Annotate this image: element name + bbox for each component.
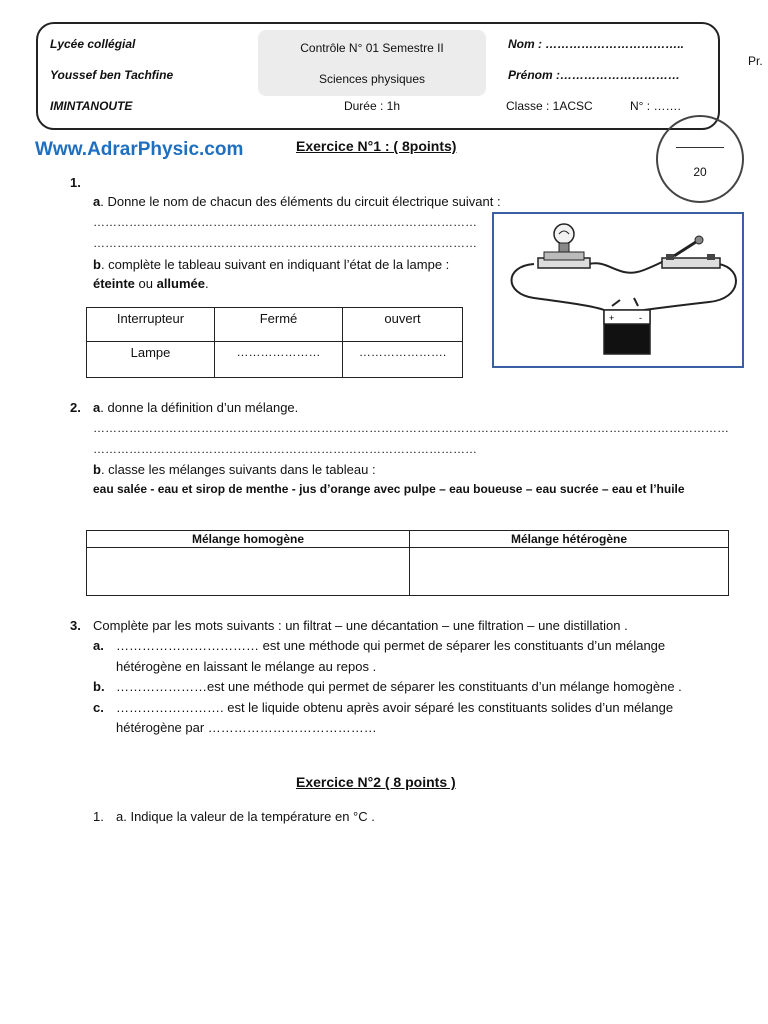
q1a-letter: a [93, 194, 101, 209]
q1b-options [93, 276, 209, 291]
school-line-2: Youssef ben Tachfine [50, 68, 174, 82]
cell-answer-ouvert[interactable]: …………………. [343, 342, 463, 378]
mixture-table [86, 530, 729, 596]
score-circle [656, 115, 744, 203]
circuit-diagram [494, 214, 742, 366]
switch-icon [662, 236, 720, 268]
battery-plus: + [609, 313, 615, 323]
class-label: Classe : 1ACSC [506, 99, 593, 113]
lamp-state-table [86, 307, 463, 378]
q3a-letter: a. [93, 638, 104, 653]
q3a-line2: hétérogène en laissant le mélange au repos . [116, 659, 377, 674]
q1b-text: . complète le tableau suivant en indiquant l’état de la lampe : [100, 257, 450, 272]
q2a-line [93, 400, 298, 415]
q2b-line [93, 462, 376, 477]
q2b-text: . classe les mélanges suivants dans le tableau : [100, 462, 376, 477]
school-line-3: IMINTANOUTE [50, 99, 133, 113]
firstname-field[interactable]: Prénom :………………………… [508, 68, 681, 82]
wire-left [512, 264, 605, 310]
lamp-icon [538, 224, 590, 268]
ex2-q1-number: 1. [93, 809, 104, 824]
q3c-letter: c. [93, 700, 104, 715]
answer-dots-4[interactable]: …………………………………………………………………………………… [93, 442, 477, 456]
subject: Sciences physiques [318, 72, 426, 86]
score-total: 20 [693, 165, 707, 179]
cell-lampe: Lampe [87, 342, 215, 378]
q3-instruction: Complète par les mots suivants : un filtrat – une décantation – une filtration – une distillation . [93, 618, 628, 633]
q3c-line2: hétérogène par ………………………………… [116, 720, 377, 735]
q1b-line [93, 257, 449, 272]
q1a-line [93, 194, 501, 209]
battery-minus: - [639, 313, 642, 323]
wire-middle [589, 262, 662, 273]
corner-text: Pr. [748, 54, 763, 68]
q2a-letter: a [93, 400, 101, 415]
q3a-line1: …………………………… est une méthode qui permet de séparer les constituants d’un mélange [116, 638, 666, 653]
q1a-text: . Donne le nom de chacun des éléments du circuit électrique suivant : [100, 194, 501, 209]
wire-right [644, 264, 736, 310]
cell-answer-ferme[interactable]: ………………… [215, 342, 343, 378]
mixtures-list: eau salée - eau et sirop de menthe - jus d’orange avec pulpe – eau boueuse – eau sucrée – eau et l’huile [93, 482, 685, 496]
answer-dots-3[interactable]: …………………………………………………………………………………………………………………………………………… [93, 421, 729, 435]
ex2-q1-text: a. Indique la valeur de la température en °C . [116, 809, 375, 824]
exercise-1-title: Exercice N°1 : ( 8points) [296, 138, 457, 154]
q2-number: 2. [70, 400, 81, 415]
cell-ferme: Fermé [215, 308, 343, 342]
q3b-line1: …………………est une méthode qui permet de séparer les constituants d’un mélange homogène . [116, 679, 682, 694]
q1-number: 1. [70, 175, 81, 190]
school-line-1: Lycée collégial [50, 37, 136, 51]
header-heterogene: Mélange hétérogène [410, 531, 729, 548]
brand-link[interactable]: Www.AdrarPhysic.com [35, 139, 244, 160]
name-field[interactable]: Nom : …………………………….. [508, 37, 684, 51]
cell-heterogene-answer[interactable] [410, 548, 729, 596]
word-or: ou [134, 276, 157, 291]
cell-interrupteur: Interrupteur [87, 308, 215, 342]
q3c-line1: ……………………. est le liquide obtenu après avoir séparé les constituants solides d’un mélange [116, 700, 674, 715]
q1b-letter: b [93, 257, 101, 272]
header-homogene: Mélange homogène [87, 531, 410, 548]
answer-dots-1[interactable]: …………………………………………………………………………………… [93, 215, 477, 229]
cell-ouvert: ouvert [343, 308, 463, 342]
duration: Durée : 1h [343, 99, 401, 113]
header-center-panel [258, 30, 486, 96]
exercise-2-title: Exercice N°2 ( 8 points ) [296, 774, 456, 790]
word-allumee: allumée [156, 276, 206, 291]
number-field[interactable]: N° : ……. [630, 99, 681, 113]
q3b-letter: b. [93, 679, 105, 694]
answer-dots-2[interactable]: …………………………………………………………………………………… [93, 236, 477, 250]
word-eteinte: éteinte [93, 276, 135, 291]
q3-number: 3. [70, 618, 81, 633]
score-line [676, 147, 724, 148]
exam-title: Contrôle N° 01 Semestre II [300, 41, 444, 55]
q2a-text: . donne la définition d’un mélange. [100, 400, 299, 415]
battery-icon [604, 298, 650, 354]
q2b-letter: b [93, 462, 101, 477]
circuit-figure [492, 212, 744, 368]
cell-homogene-answer[interactable] [87, 548, 410, 596]
period: . [205, 276, 209, 291]
